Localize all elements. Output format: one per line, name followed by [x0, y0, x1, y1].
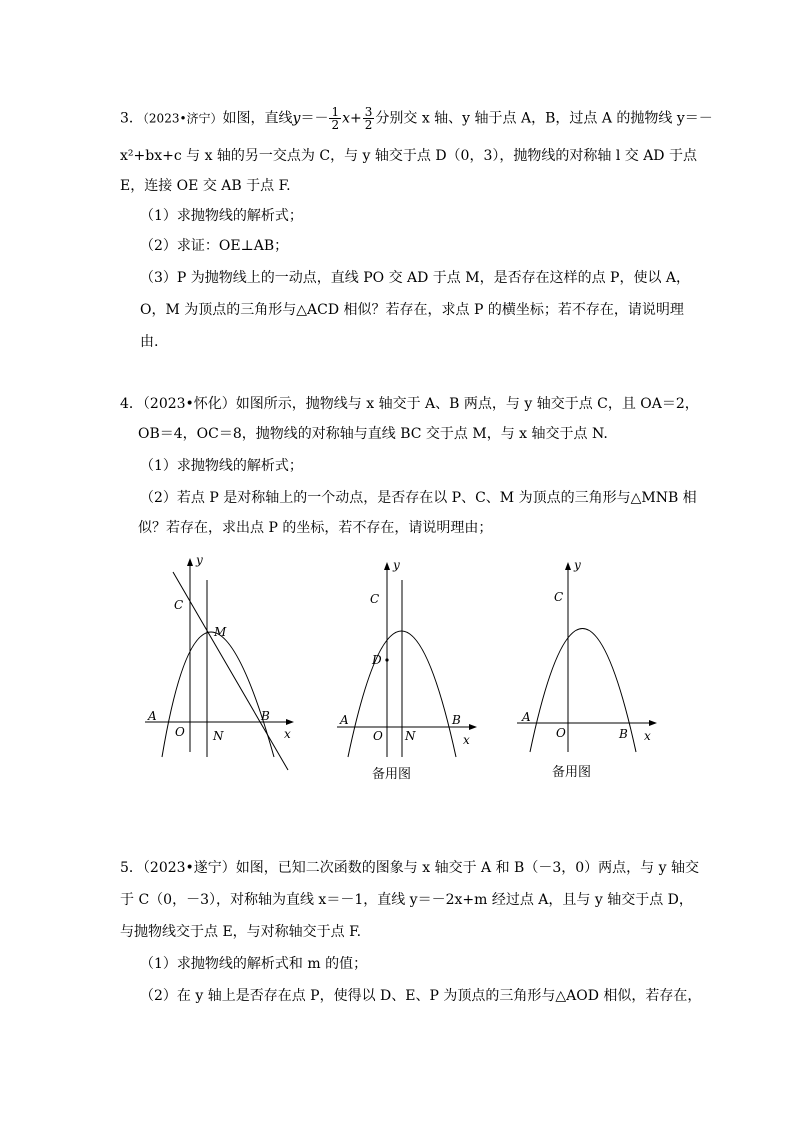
figure-backup-1	[332, 552, 492, 787]
q3-line3: E，连接 OE 交 AB 于点 F.	[120, 178, 291, 194]
fig1-label-m: M	[214, 625, 227, 639]
fig2-label-b: B	[452, 713, 461, 727]
q3-plus: +	[350, 110, 362, 127]
fig3-label-a: A	[522, 710, 531, 724]
fig2-label-c: C	[370, 592, 380, 606]
fig1-label-o: O	[175, 725, 185, 739]
q5-sub2: （2）在 y 轴上是否存在点 P，使得以 D、E、P 为顶点的三角形与△AOD 相似，若存在，	[140, 988, 702, 1004]
q4-line2: OB＝4，OC＝8，抛物线的对称轴与直线 BC 交于点 M，与 x 轴交于点 N.	[138, 426, 608, 442]
q3-line1	[120, 106, 713, 131]
q4-sub2b: 似？若存在，求出点 P 的坐标，若不存在，请说明理由；	[138, 520, 493, 536]
fig2-point-d	[385, 658, 388, 661]
fig3-y-arrow	[565, 562, 571, 570]
q5-line2: 于 C（0，－3），对称轴为直线 x＝－1，直线 y＝－2x+m 经过点 A，且与 y 轴交于点 D，	[120, 892, 693, 908]
fig2-caption: 备用图	[372, 767, 412, 782]
q3-sub2: （2）求证：OE⊥AB；	[140, 238, 289, 254]
figure-main	[140, 552, 310, 777]
fig2-label-d: D	[372, 653, 382, 667]
fig3-caption: 备用图	[552, 765, 592, 780]
fig1-x-arrow	[286, 719, 294, 725]
q3-number: 3．	[120, 110, 143, 127]
q5-line1: 5．（2023•遂宁）如图，已知二次函数的图象与 x 轴交于 A 和 B（－3，0）两点，与 y 轴交	[120, 860, 699, 876]
fig3-label-y: y	[574, 558, 581, 572]
q3-fraction-three-halves	[363, 106, 375, 131]
fig1-y-arrow	[187, 558, 193, 566]
fig2-x-arrow	[469, 724, 477, 730]
q3-line2: x²+bx+c 与 x 轴的另一交点为 C，与 y 轴交于点 D（0，3），抛物线的对称轴 l 交 AD 于点	[120, 148, 697, 164]
q3-frac2-num: 3	[364, 105, 373, 119]
fig2-label-n: N	[405, 729, 416, 743]
q5-sub1: （1）求抛物线的解析式和 m 的值；	[140, 956, 368, 972]
fig2-label-o: O	[373, 729, 383, 743]
q3-sub1: （1）求抛物线的解析式；	[140, 208, 303, 224]
q3-var-x: x	[342, 110, 351, 127]
q3-eq: ＝－	[300, 110, 329, 127]
fig1-label-x: x	[284, 727, 291, 741]
q5-line3: 与抛物线交于点 E，与对称轴交于点 F.	[120, 924, 362, 940]
q3-frac2-den: 2	[364, 118, 373, 132]
q4-line1: 4．（2023•怀化）如图所示，抛物线与 x 轴交于 A、B 两点，与 y 轴交于点 C，且 OA＝2，	[120, 396, 699, 412]
fig2-label-a: A	[340, 713, 349, 727]
fig1-label-b: B	[261, 709, 270, 723]
q4-sub2a: （2）若点 P 是对称轴上的一个动点，是否存在以 P、C、M 为顶点的三角形与△MNB 相	[140, 490, 697, 506]
q3-var-y: y	[292, 110, 301, 127]
q3-sub3c: 由.	[140, 334, 159, 350]
fig3-label-c: C	[554, 590, 564, 604]
figure-backup-2	[512, 552, 672, 787]
fig2-y-arrow	[384, 562, 390, 570]
q3-fraction-half	[329, 106, 341, 131]
q4-sub1: （1）求抛物线的解析式；	[140, 458, 303, 474]
fig1-label-c: C	[174, 598, 184, 612]
fig2-label-y: y	[393, 558, 400, 572]
fig3-label-b: B	[619, 727, 628, 741]
fig3-label-x: x	[644, 729, 651, 743]
q3-text-a: 如图，直线	[222, 110, 293, 127]
fig3-label-o: O	[556, 726, 566, 740]
q3-frac1-den: 2	[331, 118, 340, 132]
q3-source: （2023•济宁）	[142, 111, 223, 126]
fig1-label-a: A	[148, 709, 157, 723]
q3-text-b: 分别交 x 轴、y 轴于点 A，B，过点 A 的抛物线 y＝－	[375, 110, 713, 127]
fig2-label-x: x	[463, 733, 470, 747]
q3-sub3a: （3）P 为抛物线上的一动点，直线 PO 交 AD 于点 M，是否存在这样的点 P，使以 A，	[140, 270, 691, 286]
fig3-x-arrow	[649, 720, 657, 726]
fig1-label-n: N	[213, 729, 224, 743]
q3-sub3b: O，M 为顶点的三角形与△ACD 相似？若存在，求点 P 的横坐标；若不存在，请说明理	[140, 302, 684, 318]
q3-frac1-num: 1	[331, 105, 340, 119]
fig1-label-y: y	[196, 553, 203, 567]
